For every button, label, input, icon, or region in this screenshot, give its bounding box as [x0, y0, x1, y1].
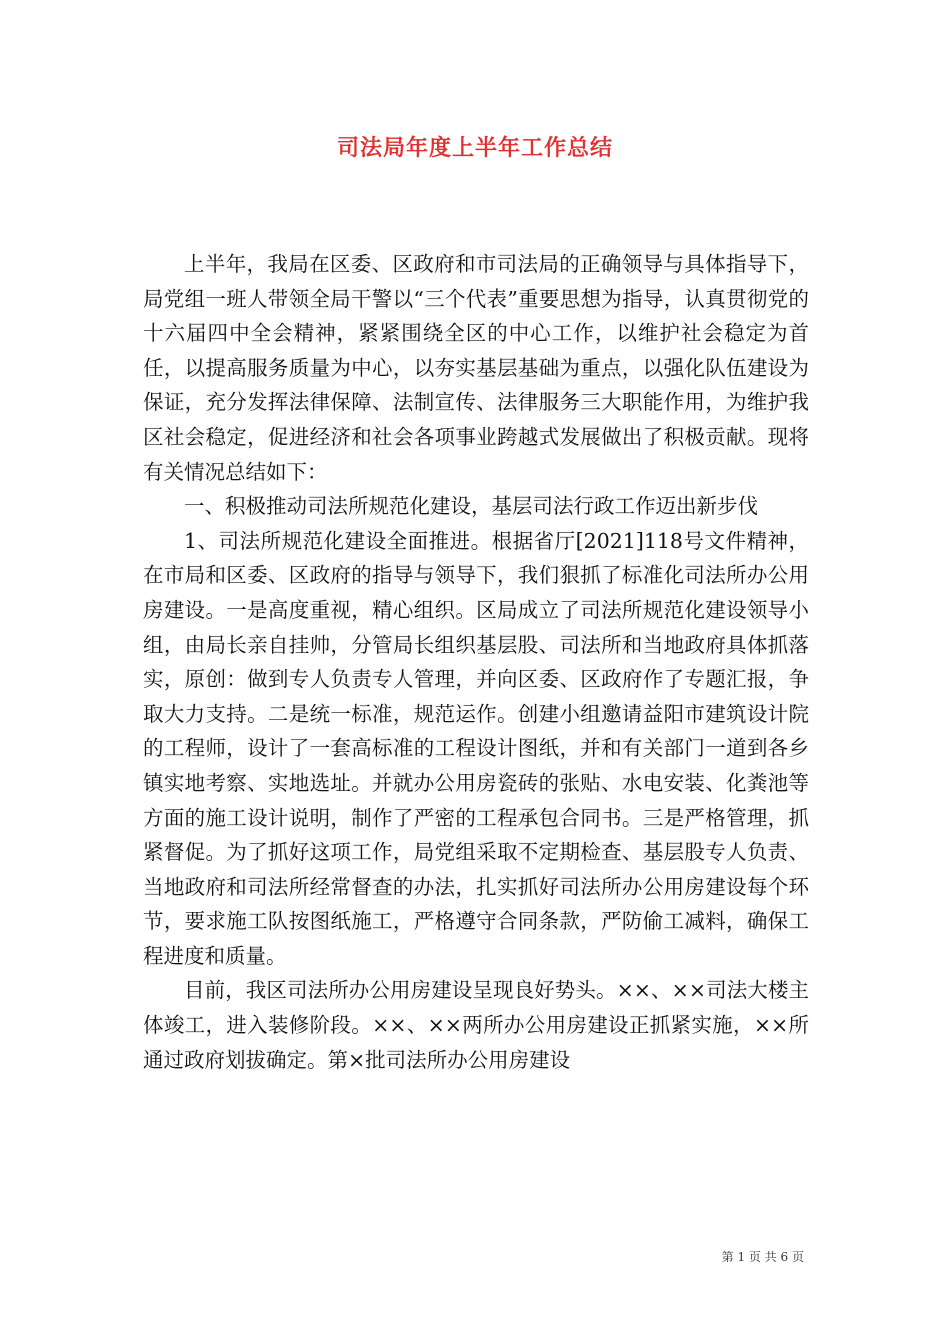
paragraph-current-status: 目前，我区司法所办公用房建设呈现良好势头。××、××司法大楼主体竣工，进入装修阶段。××、××两所办公用房建设正抓紧实施，××所通过政府划拔确定。第×批司法所办公用房建设 — [143, 978, 809, 1072]
page-number: 第 1 页 共 6 页 — [721, 1250, 804, 1264]
document-title: 司法局年度上半年工作总结 — [336, 136, 613, 161]
paragraph-section-heading: 一、积极推动司法所规范化建设，基层司法行政工作迈出新步伐 — [184, 494, 758, 519]
paragraph-item-1: 1、司法所规范化建设全面推进。根据省厅[2021]118号文件精神，在市局和区委、区政府的指导与领导下，我们狠抓了标准化司法所办公用房建设。一是高度重视，精心组织。区局成立了司法所规范化建设领导小组，由局长亲自挂帅，分管局长组织基层股、司法所和当地政府具体抓落实，原创：做到专人负责专人管理，并向区委、区政府作了专题汇报，争取大力支持。二是统一标准，规范运作。创建小组邀请益阳市建筑设计院的工程师，设计了一套高标准的工程设计图纸，并和有关部门一道到各乡镇实地考察、实地选址。并就办公用房瓷砖的张贴、水电安装、化粪池等方面的施工设计说明，制作了严密的工程承包合同书。三是严格管理，抓紧督促。为了抓好这项工作，局党组采取不定期检查、基层股专人负责、当地政府和司法所经常督查的办法，扎实抓好司法所办公用房建设每个环节，要求施工队按图纸施工，严格遵守合同条款，严防偷工减料，确保工程进度和质量。 — [143, 528, 809, 968]
document-body — [143, 247, 809, 1077]
paragraph-intro: 上半年，我局在区委、区政府和市司法局的正确领导与具体指导下，局党组一班人带领全局干警以“三个代表”重要思想为指导，认真贯彻党的十六届四中全会精神，紧紧围绕全区的中心工作，以维护社会稳定为首任，以提高服务质量为中心，以夯实基层基础为重点，以强化队伍建设为保证，充分发挥法律保障、法制宣传、法律服务三大职能作用，为维护我区社会稳定，促进经济和社会各项事业跨越式发展做出了积极贡献。现将有关情况总结如下： — [143, 252, 809, 484]
